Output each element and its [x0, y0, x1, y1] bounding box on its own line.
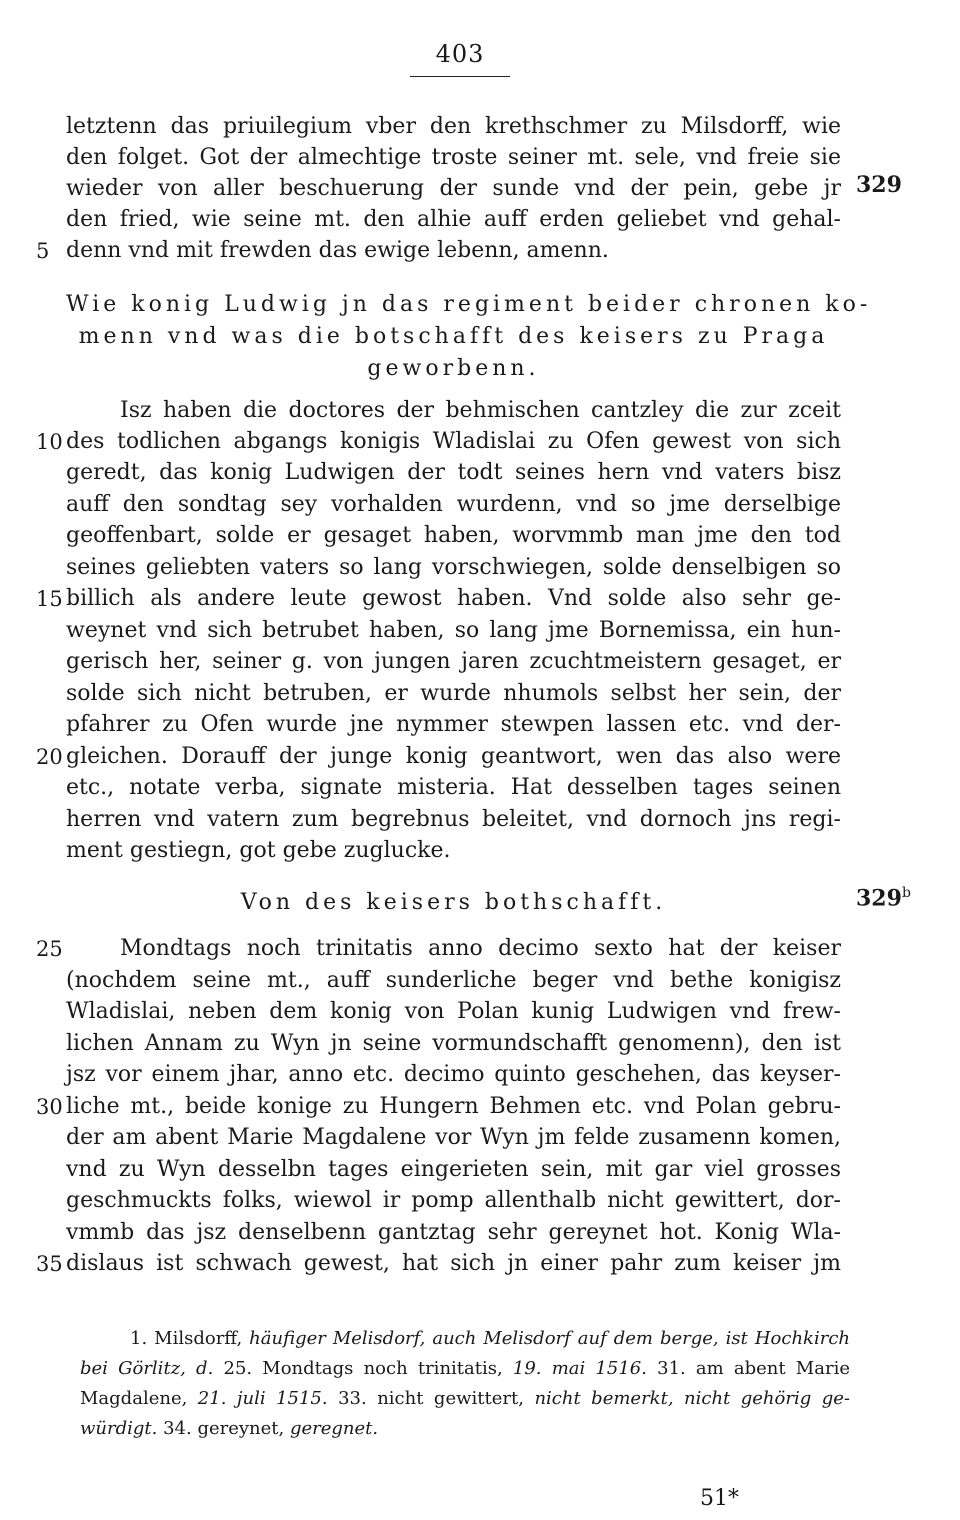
- text-line: (nochdem seine mt., auff sunderliche beger vnd bethe konigisz: [66, 968, 841, 993]
- text-line: der am abent Marie Magdalene vor Wyn jm felde zusamenn komen,: [66, 1125, 841, 1150]
- text-line: dislaus ist schwach gewest, hat sich jn einer pahr zum keiser jm: [66, 1251, 841, 1276]
- line-number: 5: [36, 239, 50, 263]
- text-line: jsz vor einem jhar, anno etc. decimo quinto geschehen, das keyser-: [66, 1062, 841, 1087]
- text-line: ment gestiegn, got gebe zuglucke.: [66, 838, 451, 863]
- text-line: herren vnd vatern zum begrebnus beleitet, vnd dornoch jns regi-: [66, 807, 841, 832]
- text-line: vmmb das jsz denselbenn gantztag sehr gereynet hot. Konig Wla-: [66, 1220, 841, 1245]
- text-line: gleichen. Dorauff der junge konig geantwort, wen das also were: [66, 744, 841, 769]
- text-line: Mondtags noch trinitatis anno decimo sexto hat der keiser: [120, 936, 841, 961]
- text-line: etc., notate verba, signate misteria. Hat desselben tages seinen: [66, 775, 841, 800]
- line-number: 10: [36, 430, 63, 454]
- text-line: des todlichen abgangs konigis Wladislai zu Ofen gewest von sich: [66, 429, 841, 454]
- text-line: solde sich nicht betruben, er wurde nhumols selbst her sein, der: [66, 681, 841, 706]
- section-heading: geworbenn.: [367, 356, 540, 381]
- text-line: billich als andere leute gewost haben. Vnd solde also sehr ge-: [66, 586, 841, 611]
- margin-reference: 329$^b$: [856, 885, 911, 912]
- text-line: gerisch her, seiner g. von jungen jaren zcuchtmeistern gesaget, er: [66, 649, 841, 674]
- footnote-line: Magdalene, 21. juli 1515. 33. nicht gewittert, nicht bemerkt, nicht gehörig ge-: [80, 1388, 850, 1409]
- page-number: 403: [435, 40, 485, 68]
- text-line: auff den sondtag sey vorhalden wurdenn, vnd so jme derselbige: [66, 492, 841, 517]
- margin-reference: 329: [856, 172, 902, 198]
- signature-mark: 51*: [700, 1486, 739, 1511]
- line-number: 25: [36, 937, 63, 961]
- text-line: den fried, wie seine mt. den alhie auff erden geliebet vnd gehal-: [66, 207, 841, 232]
- text-line: geoffenbart, solde er gesaget haben, worvmmb man jme den tod: [66, 523, 841, 548]
- text-line: liche mt., beide konige zu Hungern Behmen etc. vnd Polan gebru-: [66, 1094, 841, 1119]
- section-heading: Von des keisers bothschafft.: [240, 890, 667, 915]
- text-line: geschmuckts folks, wiewol ir pomp allenthalb nicht gewittert, dor-: [66, 1188, 841, 1213]
- text-line: denn vnd mit frewden das ewige lebenn, amenn.: [66, 238, 609, 263]
- text-line: Wladislai, neben dem konig von Polan kunig Ludwigen vnd frew-: [66, 999, 841, 1024]
- text-line: pfahrer zu Ofen wurde jne nymmer stewpen lassen etc. vnd der-: [66, 712, 841, 737]
- text-line: letztenn das priuilegium vber den krethschmer zu Milsdorff, wie: [66, 114, 841, 139]
- text-line: seines geliebten vaters so lang vorschwiegen, solde denselbigen so: [66, 555, 841, 580]
- text-line: Isz haben die doctores der behmischen cantzley die zur zceit: [120, 398, 841, 423]
- text-line: wieder von aller beschuerung der sunde vnd der pein, gebe jr: [66, 176, 841, 201]
- text-line: vnd zu Wyn desselbn tages eingerieten sein, mit gar viel grosses: [66, 1157, 841, 1182]
- line-number: 35: [36, 1252, 63, 1276]
- footnote-line: würdigt. 34. gereynet, geregnet.: [80, 1418, 379, 1439]
- text-line: weynet vnd sich betrubet haben, so lang jme Bornemissa, ein hun-: [66, 618, 841, 643]
- section-heading: Wie konig Ludwig jn das regiment beider chronen ko-: [66, 292, 872, 317]
- text-line: lichen Annam zu Wyn jn seine vormundschafft genomenn), den ist: [66, 1031, 841, 1056]
- footnote-line: bei Görlitz, d. 25. Mondtags noch trinitatis, 19. mai 1516. 31. am abent Marie: [80, 1358, 850, 1379]
- text-line: den folget. Got der almechtige troste seiner mt. sele, vnd freie sie: [66, 145, 841, 170]
- line-number: 15: [36, 587, 63, 611]
- text-line: geredt, das konig Ludwigen der todt seines hern vnd vaters bisz: [66, 460, 841, 485]
- line-number: 30: [36, 1095, 63, 1119]
- section-heading: menn vnd was die botschafft des keisers zu Praga: [78, 324, 829, 349]
- page-number-rule: [410, 76, 510, 77]
- footnote-line: 1. Milsdorff, häufiger Melisdorf, auch Melisdorf auf dem berge, ist Hochkirch: [130, 1328, 850, 1349]
- line-number: 20: [36, 745, 63, 769]
